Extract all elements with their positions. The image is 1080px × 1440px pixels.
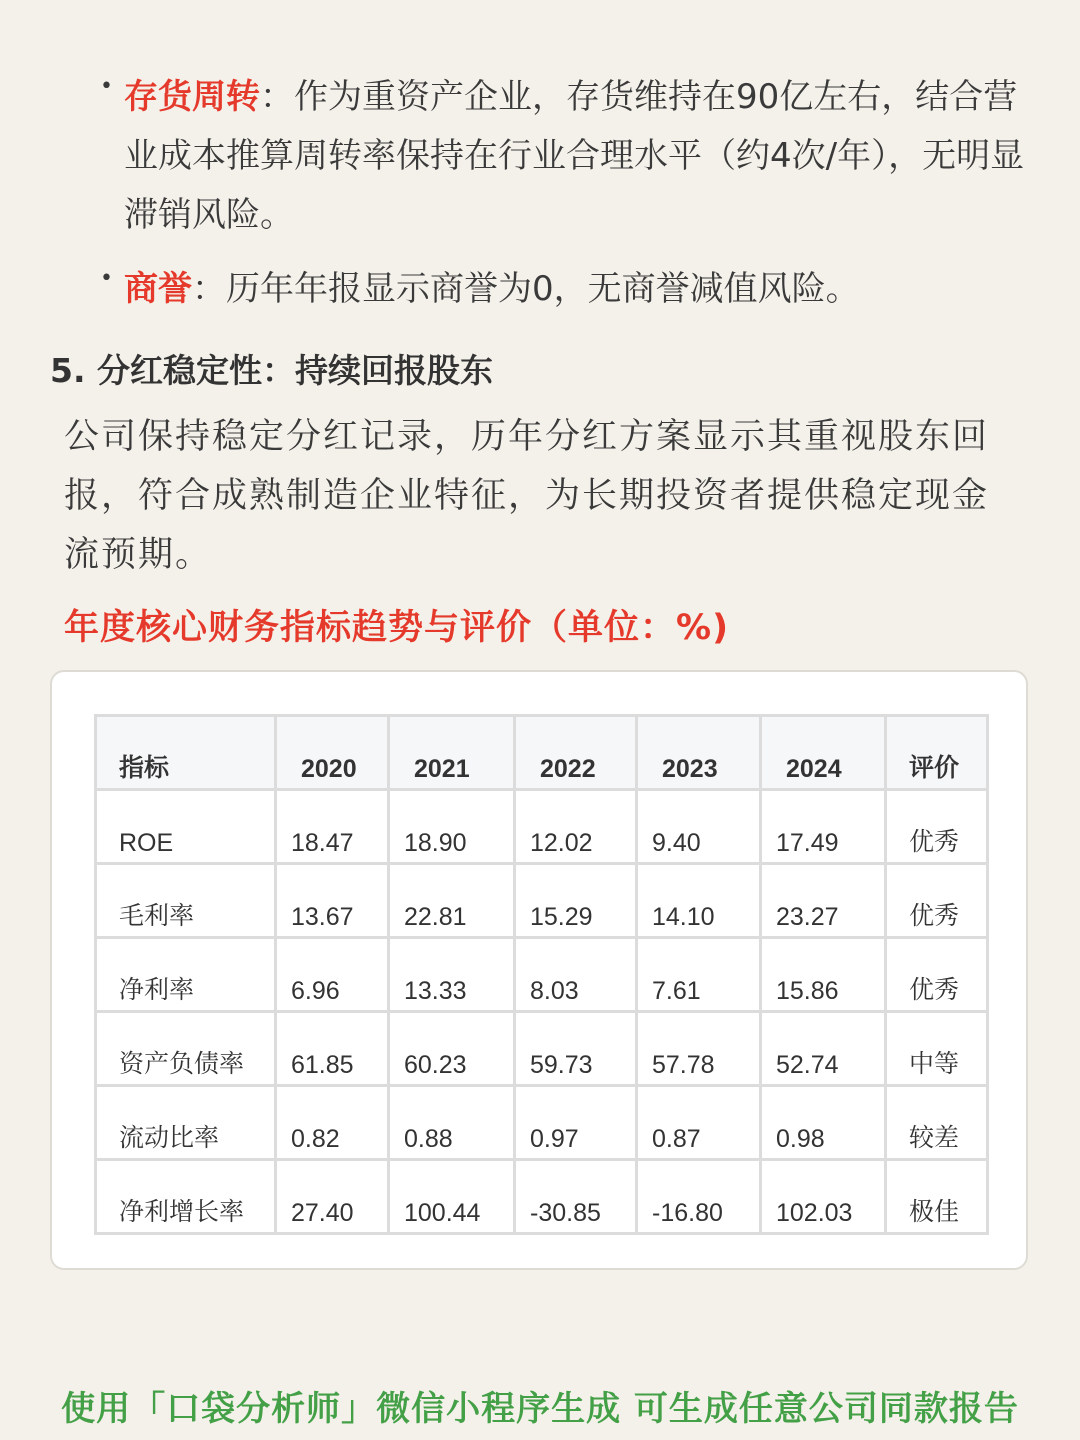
header-cell-2024: 2024 [761, 716, 886, 790]
bullet-item-goodwill [96, 260, 1036, 319]
footer-promo-text: 使用「口袋分析师」微信小程序生成 可生成任意公司同款报告 [61, 1389, 1019, 1429]
header-cell-metric: 指标 [96, 716, 276, 790]
header-cell-2021: 2021 [389, 716, 515, 790]
section-heading: 5. 分红稳定性：持续回报股东 [50, 351, 493, 390]
cell-value: 0.87 [637, 1086, 761, 1160]
cell-value: 8.03 [515, 938, 637, 1012]
cell-rating: 优秀 [886, 864, 988, 938]
cell-value: 61.85 [276, 1012, 389, 1086]
header-cell-2020: 2020 [276, 716, 389, 790]
table-title: 年度核心财务指标趋势与评价（单位：%) [64, 608, 730, 648]
cell-value: 18.47 [276, 790, 389, 864]
header-cell-2022: 2022 [515, 716, 637, 790]
cell-value: 59.73 [515, 1012, 637, 1086]
table-row [96, 1086, 988, 1160]
cell-rating: 极佳 [886, 1160, 988, 1234]
cell-value: 27.40 [276, 1160, 389, 1234]
cell-value: 57.78 [637, 1012, 761, 1086]
header-cell-2023: 2023 [637, 716, 761, 790]
bullet-text: ：历年年报显示商誉为0，无商誉减值风险。 [192, 269, 860, 309]
cell-value: 0.88 [389, 1086, 515, 1160]
bullet-dot-icon: • [100, 266, 113, 291]
table-row [96, 864, 988, 938]
cell-metric: 净利增长率 [96, 1160, 276, 1234]
cell-metric: 毛利率 [96, 864, 276, 938]
cell-value: 7.61 [637, 938, 761, 1012]
cell-value: 52.74 [761, 1012, 886, 1086]
header-cell-rating: 评价 [886, 716, 988, 790]
financial-metrics-table [94, 714, 989, 1235]
bullet-dot-icon: • [100, 74, 113, 99]
cell-value: 6.96 [276, 938, 389, 1012]
cell-value: 0.98 [761, 1086, 886, 1160]
cell-value: -30.85 [515, 1160, 637, 1234]
cell-rating: 较差 [886, 1086, 988, 1160]
cell-rating: 中等 [886, 1012, 988, 1086]
cell-value: 14.10 [637, 864, 761, 938]
bullet-label: 存货周转 [124, 77, 260, 117]
cell-value: 12.02 [515, 790, 637, 864]
cell-value: 13.67 [276, 864, 389, 938]
table-row [96, 938, 988, 1012]
cell-value: 0.97 [515, 1086, 637, 1160]
table-card [50, 670, 1028, 1270]
cell-value: 23.27 [761, 864, 886, 938]
cell-value: 18.90 [389, 790, 515, 864]
cell-value: 15.29 [515, 864, 637, 938]
cell-value: 100.44 [389, 1160, 515, 1234]
cell-value: 0.82 [276, 1086, 389, 1160]
table-header-row [96, 716, 988, 790]
cell-value: 60.23 [389, 1012, 515, 1086]
cell-value: 22.81 [389, 864, 515, 938]
cell-metric: 流动比率 [96, 1086, 276, 1160]
table-row [96, 1160, 988, 1234]
section-body: 公司保持稳定分红记录，历年分红方案显示其重视股东回报，符合成熟制造企业特征，为长期投资者提供稳定现金流预期。 [64, 417, 990, 575]
cell-value: 9.40 [637, 790, 761, 864]
bullet-text: ：作为重资产企业，存货维持在90亿左右，结合营业成本推算周转率保持在行业合理水平（约4次/年），无明显滞销风险。 [124, 77, 1025, 235]
cell-metric: ROE [96, 790, 276, 864]
bullet-label: 商誉 [124, 269, 192, 309]
table-row [96, 1012, 988, 1086]
cell-rating: 优秀 [886, 790, 988, 864]
cell-value: 15.86 [761, 938, 886, 1012]
cell-metric: 资产负债率 [96, 1012, 276, 1086]
cell-rating: 优秀 [886, 938, 988, 1012]
table-row [96, 790, 988, 864]
bullet-item-inventory-turnover [96, 68, 1036, 245]
cell-value: 13.33 [389, 938, 515, 1012]
cell-metric: 净利率 [96, 938, 276, 1012]
bullet-list [96, 68, 1036, 319]
cell-value: 102.03 [761, 1160, 886, 1234]
cell-value: 17.49 [761, 790, 886, 864]
cell-value: -16.80 [637, 1160, 761, 1234]
